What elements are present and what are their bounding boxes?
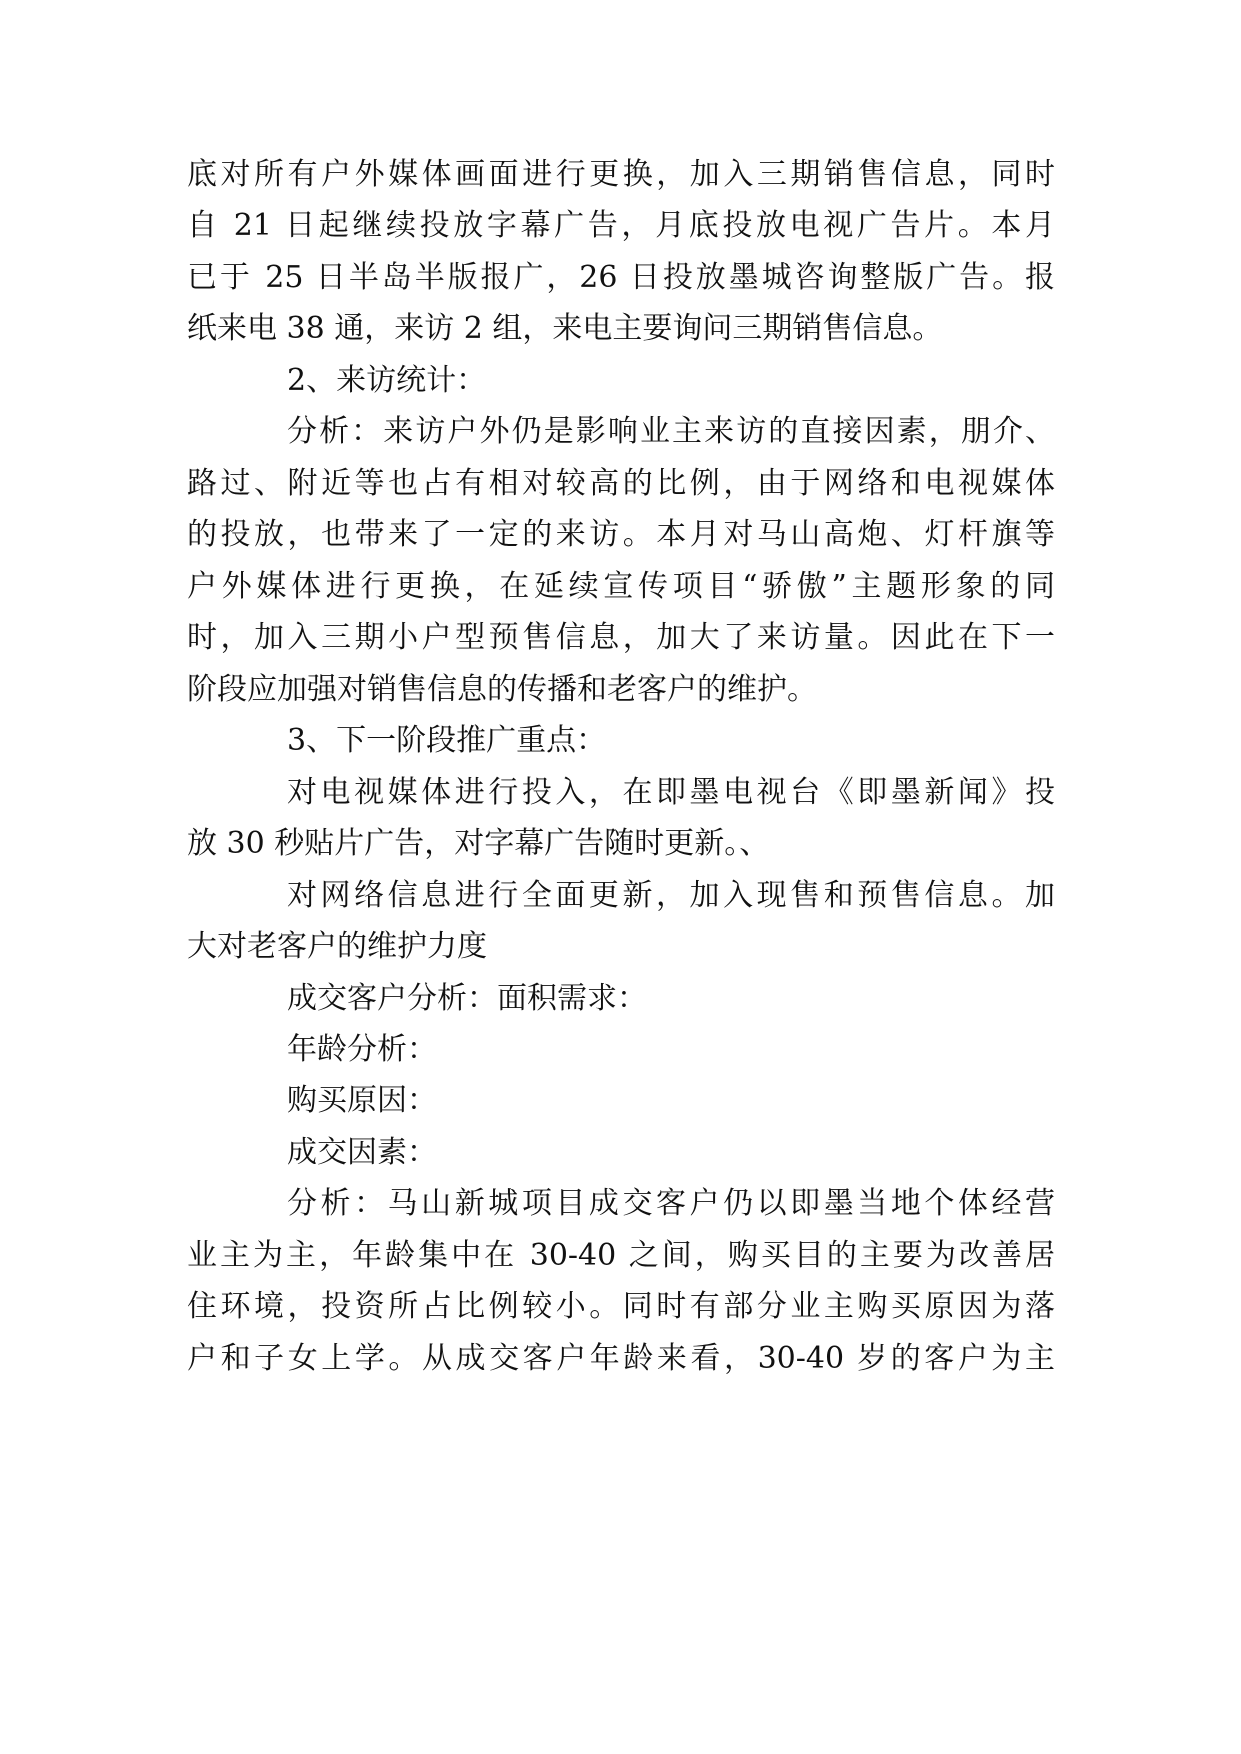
text-line: 放 30 秒贴片广告，对字幕广告随时更新。、 bbox=[187, 826, 770, 862]
body-text bbox=[187, 155, 1055, 1390]
text-line: 底对所有户外媒体画面进行更换，加入三期销售信息，同时 bbox=[187, 157, 1055, 192]
text-line: 购买原因： bbox=[287, 1083, 437, 1119]
text-line: 大对老客户的维护力度 bbox=[187, 929, 487, 965]
text-line: 户和子女上学。从成交客户年龄来看，30-40 岁的客户为主 bbox=[187, 1340, 1055, 1376]
text-line: 时，加入三期小户型预售信息，加大了来访量。因此在下一 bbox=[187, 620, 1055, 656]
text-line: 住环境，投资所占比例较小。同时有部分业主购买原因为落 bbox=[187, 1289, 1055, 1325]
text-line: 已于 25 日半岛半版报广，26 日投放墨城咨询整版广告。报 bbox=[187, 259, 1055, 295]
text-line: 2、来访统计： bbox=[287, 362, 487, 398]
text-line: 路过、附近等也占有相对较高的比例，由于网络和电视媒体 bbox=[187, 465, 1055, 501]
text-line: 的投放，也带来了一定的来访。本月对马山高炮、灯杆旗等 bbox=[187, 517, 1055, 553]
text-line: 自 21 日起继续投放字幕广告，月底投放电视广告片。本月 bbox=[187, 208, 1055, 244]
text-line: 户外媒体进行更换，在延续宣传项目“骄傲”主题形象的同 bbox=[187, 568, 1055, 604]
text-line: 3、下一阶段推广重点： bbox=[287, 723, 607, 759]
text-line: 对网络信息进行全面更新，加入现售和预售信息。加 bbox=[287, 877, 1055, 913]
text-line: 年龄分析： bbox=[287, 1031, 437, 1067]
text-line: 阶段应加强对销售信息的传播和老客户的维护。 bbox=[187, 671, 817, 707]
text-line: 成交客户分析：面积需求： bbox=[287, 980, 647, 1016]
text-line: 成交因素： bbox=[287, 1134, 437, 1170]
text-line: 分析：来访户外仍是影响业主来访的直接因素，朋介、 bbox=[287, 414, 1055, 450]
text-line: 对电视媒体进行投入，在即墨电视台《即墨新闻》投 bbox=[287, 774, 1055, 810]
text-line: 分析：马山新城项目成交客户仍以即墨当地个体经营 bbox=[287, 1186, 1055, 1222]
text-line: 业主为主，年龄集中在 30-40 之间，购买目的主要为改善居 bbox=[187, 1237, 1055, 1273]
text-line: 纸来电 38 通，来访 2 组，来电主要询问三期销售信息。 bbox=[187, 311, 943, 347]
